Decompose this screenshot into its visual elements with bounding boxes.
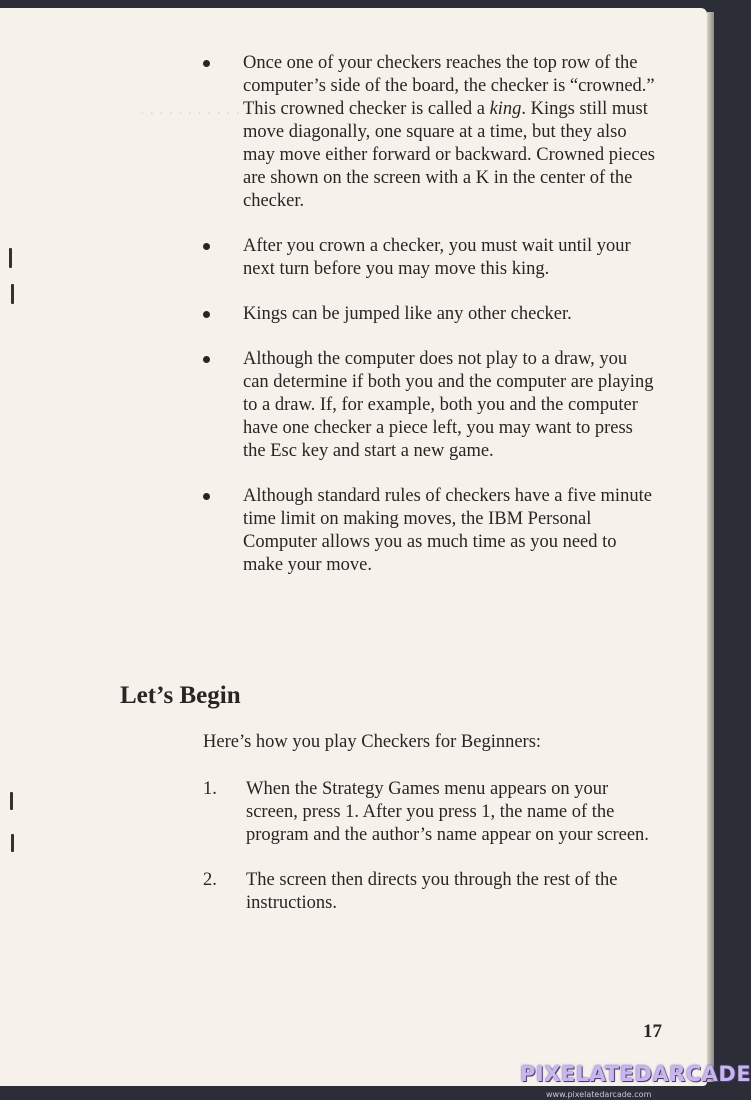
bullet-item (200, 235, 655, 281)
bullet-text-cont: . Kings still must move diagonally, one square at a time, but they also may move either forward or backward. Crowned pieces are shown on the screen with a K in the center of the checker. (243, 99, 655, 211)
watermark-url: www.pixelatedarcade.com (546, 1090, 652, 1099)
bullet-emphasis: king (489, 99, 522, 119)
bullet-icon (203, 311, 210, 318)
section-heading: Let’s Begin (120, 682, 241, 709)
bullet-icon (203, 243, 210, 250)
step-text: The screen then directs you through the rest of the instructions. (246, 870, 618, 913)
step-item (203, 869, 663, 915)
rules-bullet-list (200, 52, 655, 599)
binding-stitch-icon (11, 834, 14, 852)
binding-stitch-icon (10, 792, 13, 810)
bleed-through-text: . . . . . . . . . . . . . . . (140, 100, 279, 118)
watermark-logo: PIXELATEDARCADE (520, 1062, 751, 1086)
step-item (203, 778, 663, 847)
bullet-text: Kings can be jumped like any other checker. (243, 304, 572, 324)
bullet-text: Although the computer does not play to a draw, you can determine if both you and the computer are playing to a draw. If, for example, both you and the computer have one checker a piece left, you may want to press the Esc key and start a new game. (243, 349, 654, 461)
step-number: 2. (203, 870, 217, 890)
bullet-icon (203, 493, 210, 500)
page-edge (707, 12, 714, 1082)
page-number: 17 (643, 1021, 662, 1042)
bullet-icon (203, 60, 210, 67)
manual-page (0, 8, 707, 1086)
bullet-text: Once one of your checkers reaches the top row of the computer’s side of the board, the checker is “crowned.” This crowned checker is called a (243, 53, 655, 119)
bullet-item (200, 485, 655, 577)
binding-stitch-icon (11, 284, 14, 304)
step-number: 1. (203, 779, 217, 799)
bullet-item (200, 52, 655, 213)
intro-text: Here’s how you play Checkers for Beginners: (203, 732, 542, 752)
bullet-text: Although standard rules of checkers have a five minute time limit on making moves, the IBM Personal Computer allows you as much time as you need to make your move. (243, 486, 652, 575)
bullet-text: After you crown a checker, you must wait until your next turn before you may move this king. (243, 236, 631, 279)
step-text: When the Strategy Games menu appears on your screen, press 1. After you press 1, the name of the program and the author’s name appear on your screen. (246, 779, 649, 845)
bullet-icon (203, 356, 210, 363)
bullet-item (200, 348, 655, 463)
bullet-item (200, 303, 655, 326)
steps-list (203, 778, 663, 937)
binding-stitch-icon (9, 248, 12, 268)
